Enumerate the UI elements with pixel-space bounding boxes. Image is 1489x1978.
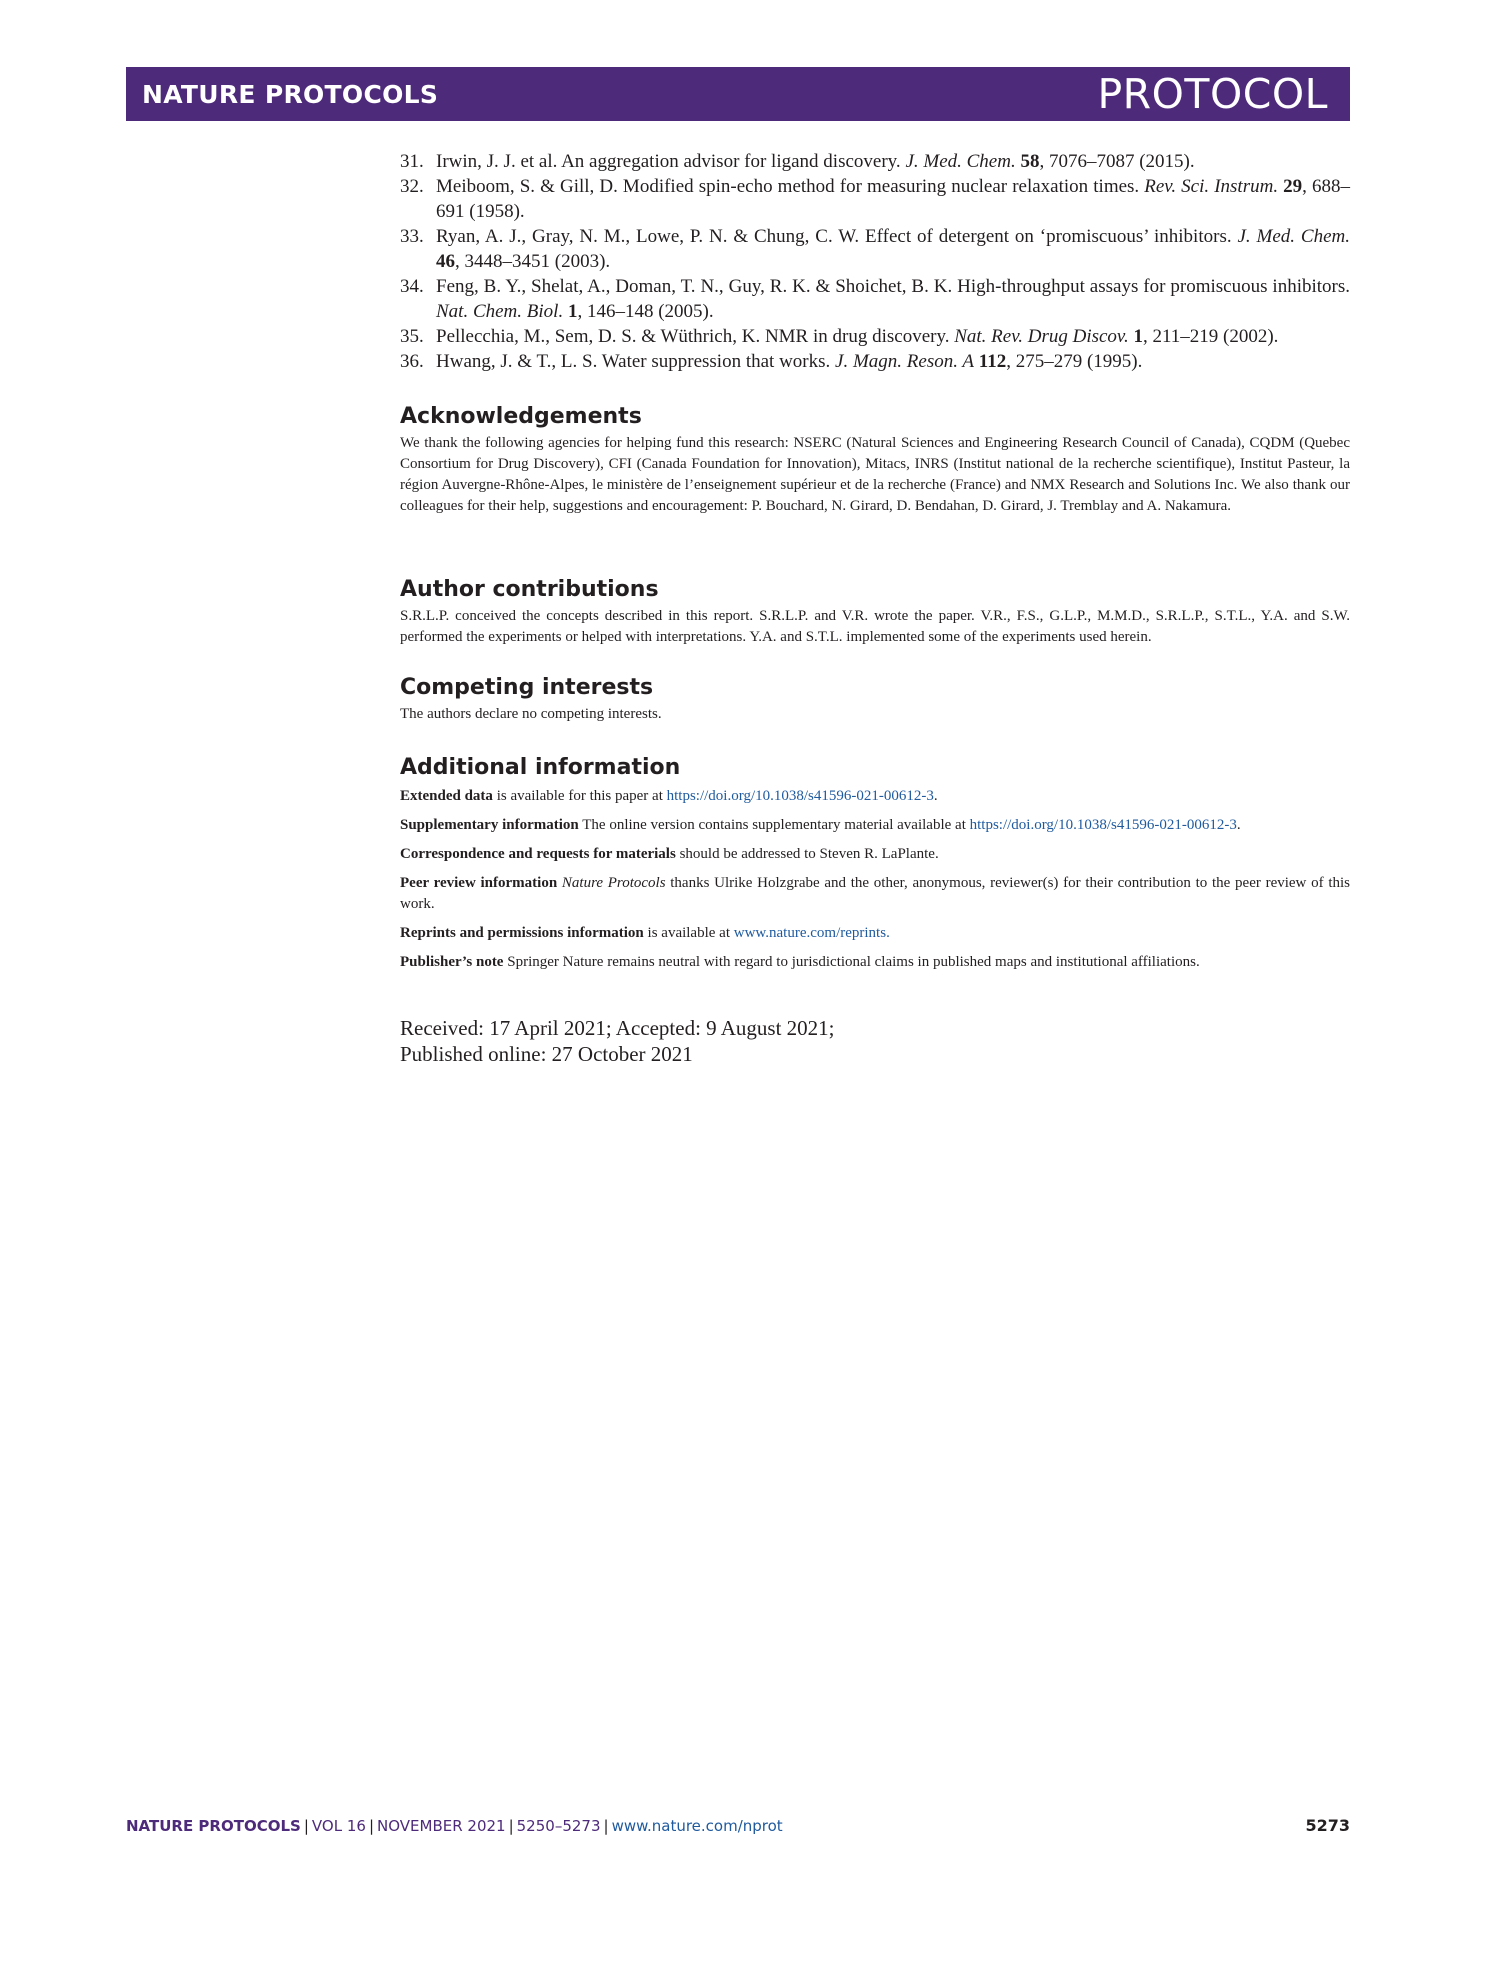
- hyperlink[interactable]: https://doi.org/10.1038/s41596-021-00612-3: [666, 788, 934, 804]
- reference-number: 33.: [400, 226, 424, 247]
- page-footer: [126, 1816, 1350, 1835]
- reference-text: Pellecchia, M., Sem, D. S. & Wüthrich, K. NMR in drug discovery. Nat. Rev. Drug Discov. 1, 211–219 (2002).: [436, 326, 1279, 347]
- footer-date: NOVEMBER 2021: [377, 1817, 506, 1835]
- acknowledgements-heading: Acknowledgements: [400, 404, 642, 429]
- additional-information-items: [400, 786, 1350, 973]
- author-contributions-section: [400, 576, 1350, 648]
- footer-url-link[interactable]: www.nature.com/nprot: [611, 1817, 783, 1835]
- acknowledgements-section: [400, 403, 1350, 517]
- reference-number: 31.: [400, 151, 424, 172]
- header-bar: [126, 67, 1350, 121]
- additional-info-item: Extended data is available for this paper at https://doi.org/10.1038/s41596-021-00612-3.: [400, 788, 938, 804]
- reference-number: 34.: [400, 276, 424, 297]
- additional-info-item: Publisher’s note Springer Nature remains neutral with regard to jurisdictional claims in published maps and institutional affiliations.: [400, 954, 1200, 970]
- competing-interests-heading: Competing interests: [400, 675, 654, 700]
- article-type: PROTOCOL: [1097, 70, 1328, 118]
- article-dates: [400, 1015, 1350, 1067]
- additional-info-item: Reprints and permissions information is available at www.nature.com/reprints.: [400, 925, 890, 941]
- additional-info-item: Correspondence and requests for materials should be addressed to Steven R. LaPlante.: [400, 846, 939, 862]
- page-number: 5273: [1305, 1816, 1350, 1835]
- footer-journal: NATURE PROTOCOLS: [126, 1817, 301, 1835]
- reference-item: [400, 349, 1350, 374]
- reference-item: [400, 174, 1350, 224]
- reference-text: Ryan, A. J., Gray, N. M., Lowe, P. N. & Chung, C. W. Effect of detergent on ‘promiscuous’ inhibitors. J. Med. Chem. 46, 3448–3451 (2003).: [436, 226, 1350, 272]
- additional-info-item: Supplementary information The online version contains supplementary material available at https://doi.org/10.1038/s41596-021-00612-3.: [400, 817, 1241, 833]
- reference-item: [400, 324, 1350, 349]
- hyperlink[interactable]: https://doi.org/10.1038/s41596-021-00612-3: [969, 817, 1237, 833]
- author-contributions-text: S.R.L.P. conceived the concepts described in this report. S.R.L.P. and V.R. wrote the paper. V.R., F.S., G.L.P., M.M.D., S.R.L.P., S.T.L., Y.A. and S.W. performed the experiments or helped with interpretations. Y.A. and S.T.L. implemented some of the experiments used herein.: [400, 608, 1350, 645]
- reference-text: Hwang, J. & T., L. S. Water suppression that works. J. Magn. Reson. A 112, 275–279 (1995).: [436, 351, 1143, 372]
- competing-interests-text: The authors declare no competing interests.: [400, 706, 662, 722]
- footer-citation: NATURE PROTOCOLS | VOL 16 | NOVEMBER 2021 | 5250–5273 | www.nature.com/nprot: [126, 1817, 783, 1835]
- received-accepted-line: Received: 17 April 2021; Accepted: 9 August 2021;: [400, 1016, 835, 1040]
- references-list: [400, 149, 1350, 374]
- competing-interests-section: [400, 674, 1350, 725]
- footer-volume: VOL 16: [311, 1817, 366, 1835]
- published-online-line: Published online: 27 October 2021: [400, 1042, 693, 1066]
- reference-text: Feng, B. Y., Shelat, A., Doman, T. N., Guy, R. K. & Shoichet, B. K. High-throughput assays for promiscuous inhibitors. Nat. Chem. Biol. 1, 146–148 (2005).: [436, 276, 1350, 322]
- reference-text: Meiboom, S. & Gill, D. Modified spin-echo method for measuring nuclear relaxation times. Rev. Sci. Instrum. 29, 688–691 (1958).: [436, 176, 1351, 222]
- reference-text: Irwin, J. J. et al. An aggregation advisor for ligand discovery. J. Med. Chem. 58, 7076–7087 (2015).: [436, 151, 1195, 172]
- reference-item: [400, 224, 1350, 274]
- footer-pages: 5250–5273: [516, 1817, 601, 1835]
- hyperlink[interactable]: www.nature.com/reprints.: [733, 925, 890, 941]
- reference-number: 36.: [400, 351, 424, 372]
- reference-number: 35.: [400, 326, 424, 347]
- acknowledgements-text: We thank the following agencies for helping fund this research: NSERC (Natural Sciences and Engineering Research Council of Canada), CQDM (Quebec Consortium for Drug Discovery), CFI (Canada Foundation for Innovation), Mitacs, INRS (Institut national de la recherche scientifique), Institut Pasteur, la région Auvergne-Rhône-Alpes, le ministère de l’enseignement supérieur et de la recherche (France) and NMX Research and Solutions Inc. We also thank our colleagues for their help, suggestions and encouragement: P. Bouchard, N. Girard, D. Bendahan, D. Girard, J. Tremblay and A. Nakamura.: [400, 435, 1350, 514]
- reference-number: 32.: [400, 176, 424, 197]
- additional-info-item: Peer review information Nature Protocols thanks Ulrike Holzgrabe and the other, anonymous, reviewer(s) for their contribution to the peer review of this work.: [400, 875, 1351, 912]
- additional-information-heading: Additional information: [400, 755, 681, 780]
- reference-item: [400, 149, 1350, 174]
- reference-item: [400, 274, 1350, 324]
- journal-name: NATURE PROTOCOLS: [142, 79, 439, 109]
- additional-information-section: [400, 754, 1350, 981]
- author-contributions-heading: Author contributions: [400, 577, 659, 602]
